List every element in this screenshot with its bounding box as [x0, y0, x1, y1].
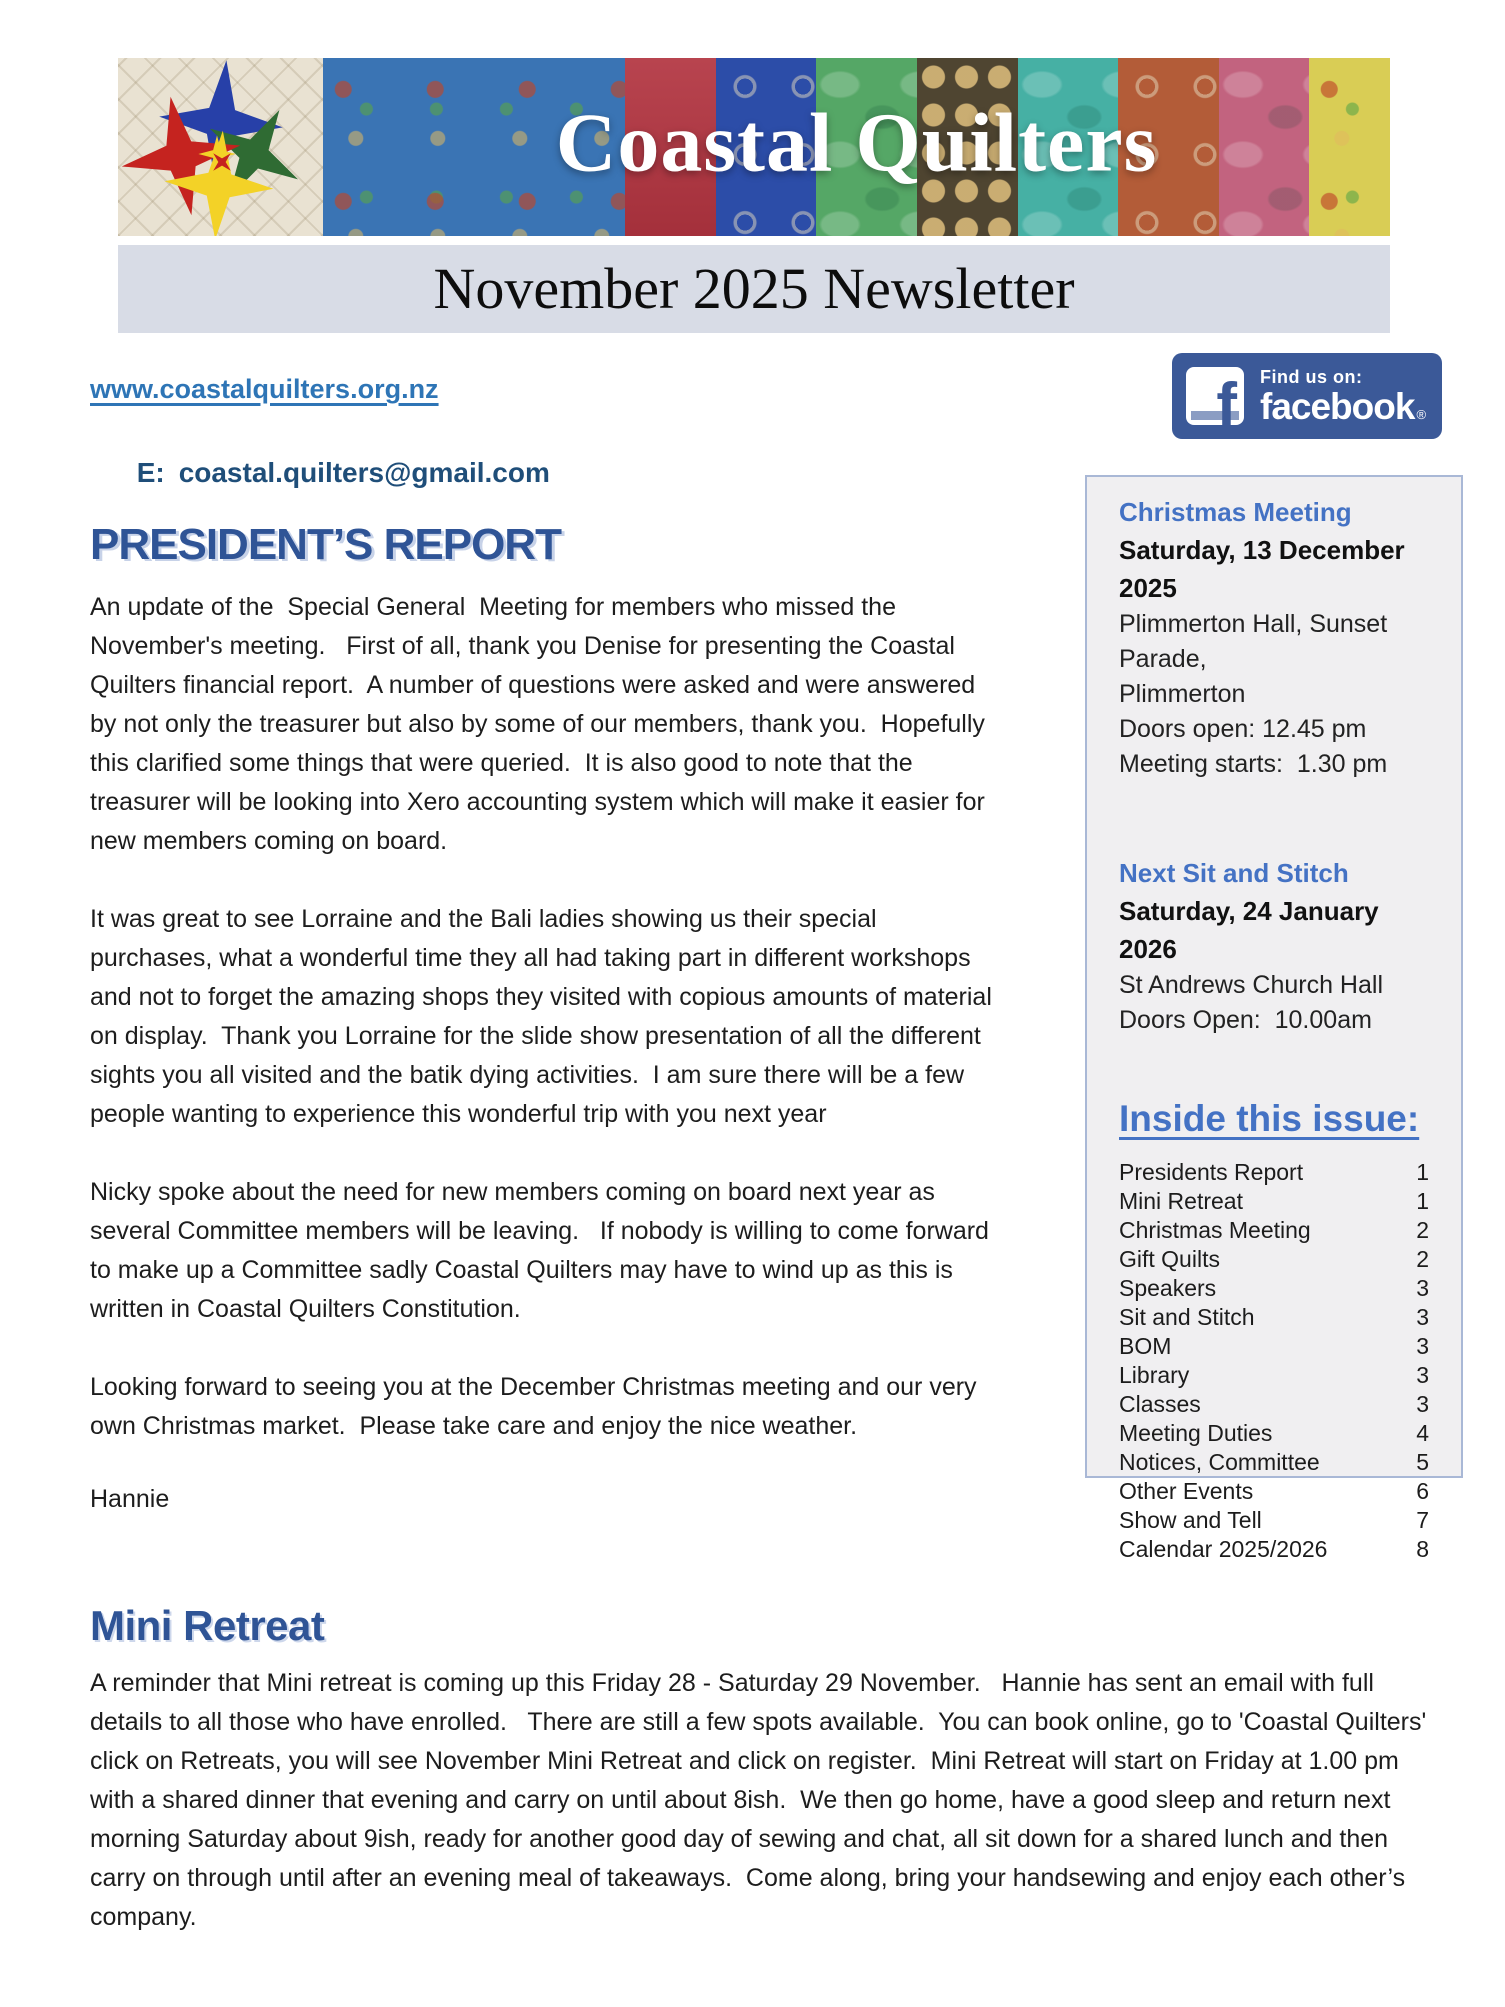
- inside-this-issue-section: [1119, 1098, 1429, 1564]
- sit-and-stitch-section: [1119, 854, 1429, 1038]
- toc-label: Sit and Stitch: [1119, 1304, 1255, 1330]
- newsletter-title: November 2025 Newsletter: [433, 256, 1075, 321]
- event-detail-line: St Andrews Church Hall: [1119, 971, 1384, 999]
- inside-this-issue-heading: Inside this issue:: [1119, 1098, 1420, 1139]
- mini-retreat-body: A reminder that Mini retreat is coming up this Friday 28 - Saturday 29 November. Hannie has sent an email with full details to all those who have enrolled. There are still a few spots available. You can book online, go to 'Coastal Quilters' click on Retreats, you will see November Mini Retreat and click on register. Mini Retreat will start on Friday at 1.00 pm with a shared dinner that evening and carry on until about 8ish. We then go home, have a good sleep and return next morning Saturday about 9ish, ready for another good day of sewing and chat, all sit down for a shared lunch and then carry on through until after an evening meal of takeaways. Come along, bring your handsewing and enjoy each other’s company.: [90, 1669, 1434, 1931]
- report-paragraph: Looking forward to seeing you at the December Christmas meeting and our very own Christmas market. Please take care and enjoy the nice weather.: [90, 1373, 984, 1440]
- toc-page-number: 6: [1416, 1478, 1429, 1504]
- christmas-meeting-details: [1119, 607, 1429, 782]
- toc-row: [1119, 1419, 1429, 1448]
- toc-row: [1119, 1361, 1429, 1390]
- event-detail-line: Meeting starts: 1.30 pm: [1119, 750, 1388, 778]
- report-paragraph: An update of the Special General Meeting for members who missed the November's meeting. First of all, thank you Denise for presenting the Coastal Quilters financial report. A number of questions were asked and were answered by not only the treasurer but also by some of our members, thank you. Hopefully this clarified some things that were queried. It is also good to note that the treasurer will be looking into Xero accounting system which will make it easier for new members coming on board.: [90, 593, 992, 855]
- facebook-f-icon: [1186, 367, 1244, 425]
- organization-name: Coastal Quilters: [555, 96, 1158, 190]
- toc-row: [1119, 1158, 1429, 1187]
- registered-mark: ®: [1416, 406, 1426, 422]
- report-paragraph: Nicky spoke about the need for new members coming on board next year as several Committee members will be leaving. If nobody is willing to come forward to make up a Committee sadly Coastal Quilters may have to wind up as this is written in Coastal Quilters Constitution.: [90, 1178, 996, 1323]
- toc-row: [1119, 1245, 1429, 1274]
- toc-page-number: 2: [1416, 1246, 1429, 1272]
- toc-label: Notices, Committee: [1119, 1449, 1320, 1475]
- events-sidebar: [1085, 475, 1463, 1562]
- email-line: [90, 425, 550, 521]
- toc-label: Show and Tell: [1119, 1507, 1262, 1533]
- toc-page-number: 3: [1416, 1362, 1429, 1388]
- toc-label: Mini Retreat: [1119, 1188, 1243, 1214]
- toc-page-number: 5: [1416, 1449, 1429, 1475]
- toc-label: Classes: [1119, 1391, 1201, 1417]
- toc-row: [1119, 1477, 1429, 1506]
- facebook-word: facebook: [1260, 385, 1415, 427]
- toc-page-number: 3: [1416, 1275, 1429, 1301]
- toc-label: Speakers: [1119, 1275, 1217, 1301]
- toc-page-number: 3: [1416, 1333, 1429, 1359]
- sit-and-stitch-heading: Next Sit and Stitch: [1119, 858, 1349, 888]
- toc-label: Gift Quilts: [1119, 1246, 1220, 1272]
- presidents-report-body: [90, 588, 1005, 1446]
- quilt-star-logo: [118, 58, 323, 236]
- toc-label: Presidents Report: [1119, 1159, 1304, 1185]
- event-detail-line: Doors Open: 10.00am: [1119, 1006, 1372, 1034]
- facebook-wordmark: [1260, 385, 1426, 427]
- toc-page-number: 7: [1416, 1507, 1429, 1533]
- email-label: E:: [136, 457, 165, 488]
- masthead-banner: [118, 58, 1390, 236]
- toc-label: Other Events: [1119, 1478, 1254, 1504]
- toc-page-number: 1: [1416, 1159, 1429, 1185]
- toc-row: [1119, 1506, 1429, 1535]
- event-detail-line: Plimmerton: [1119, 680, 1246, 708]
- christmas-meeting-heading: Christmas Meeting: [1119, 497, 1352, 527]
- presidents-report-heading: PRESIDENT’S REPORT: [90, 520, 561, 569]
- contact-block: [90, 374, 550, 521]
- event-detail-line: Plimmerton Hall, Sunset Parade,: [1119, 610, 1395, 673]
- quilt-star-logo-image: [118, 58, 323, 236]
- toc-label: Calendar 2025/2026: [1119, 1536, 1328, 1562]
- toc-page-number: 3: [1416, 1304, 1429, 1330]
- toc-row: [1119, 1187, 1429, 1216]
- toc-page-number: 8: [1416, 1536, 1429, 1562]
- toc-row: [1119, 1535, 1429, 1564]
- mini-retreat-heading: Mini Retreat: [90, 1602, 325, 1649]
- sit-and-stitch-date: Saturday, 24 January 2026: [1119, 896, 1394, 964]
- christmas-meeting-date: Saturday, 13 December 2025: [1119, 535, 1412, 603]
- toc-page-number: 2: [1416, 1217, 1429, 1243]
- toc-row: [1119, 1448, 1429, 1477]
- toc-row: [1119, 1216, 1429, 1245]
- website-link[interactable]: www.coastalquilters.org.nz: [90, 374, 439, 404]
- newsletter-title-bar: [118, 245, 1390, 333]
- report-paragraph: It was great to see Lorraine and the Bali ladies showing us their special purchases, what a wonderful time they all had taking part in different workshops and not to forget the amazing shops they visited with copious amounts of material on display. Thank you Lorraine for the slide show presentation of all the different sights you all visited and the batik dying activities. I am sure there will be a few people wanting to experience this wonderful trip with you next year: [90, 905, 999, 1128]
- facebook-badge[interactable]: [1172, 353, 1442, 439]
- toc-label: Library: [1119, 1362, 1190, 1388]
- toc-label: Christmas Meeting: [1119, 1217, 1311, 1243]
- event-detail-line: Doors open: 12.45 pm: [1119, 715, 1367, 743]
- toc-row: [1119, 1390, 1429, 1419]
- facebook-find-us-label: Find us on:: [1260, 366, 1363, 387]
- toc-page-number: 1: [1416, 1188, 1429, 1214]
- presidents-report-section: [90, 520, 1005, 1514]
- toc-label: BOM: [1119, 1333, 1172, 1359]
- toc-row: [1119, 1332, 1429, 1361]
- mini-retreat-section: [90, 1602, 1438, 1976]
- sit-and-stitch-details: [1119, 968, 1429, 1038]
- table-of-contents: [1119, 1158, 1429, 1564]
- signature: Hannie: [90, 1485, 170, 1513]
- toc-row: [1119, 1303, 1429, 1332]
- facebook-f-glyph: f: [1216, 371, 1237, 425]
- toc-page-number: 3: [1416, 1391, 1429, 1417]
- christmas-meeting-section: [1119, 493, 1429, 782]
- toc-label: Meeting Duties: [1119, 1420, 1273, 1446]
- toc-row: [1119, 1274, 1429, 1303]
- facebook-badge-text: [1260, 368, 1425, 425]
- toc-page-number: 4: [1416, 1420, 1429, 1446]
- email-address: coastal.quilters@gmail.com: [178, 457, 550, 488]
